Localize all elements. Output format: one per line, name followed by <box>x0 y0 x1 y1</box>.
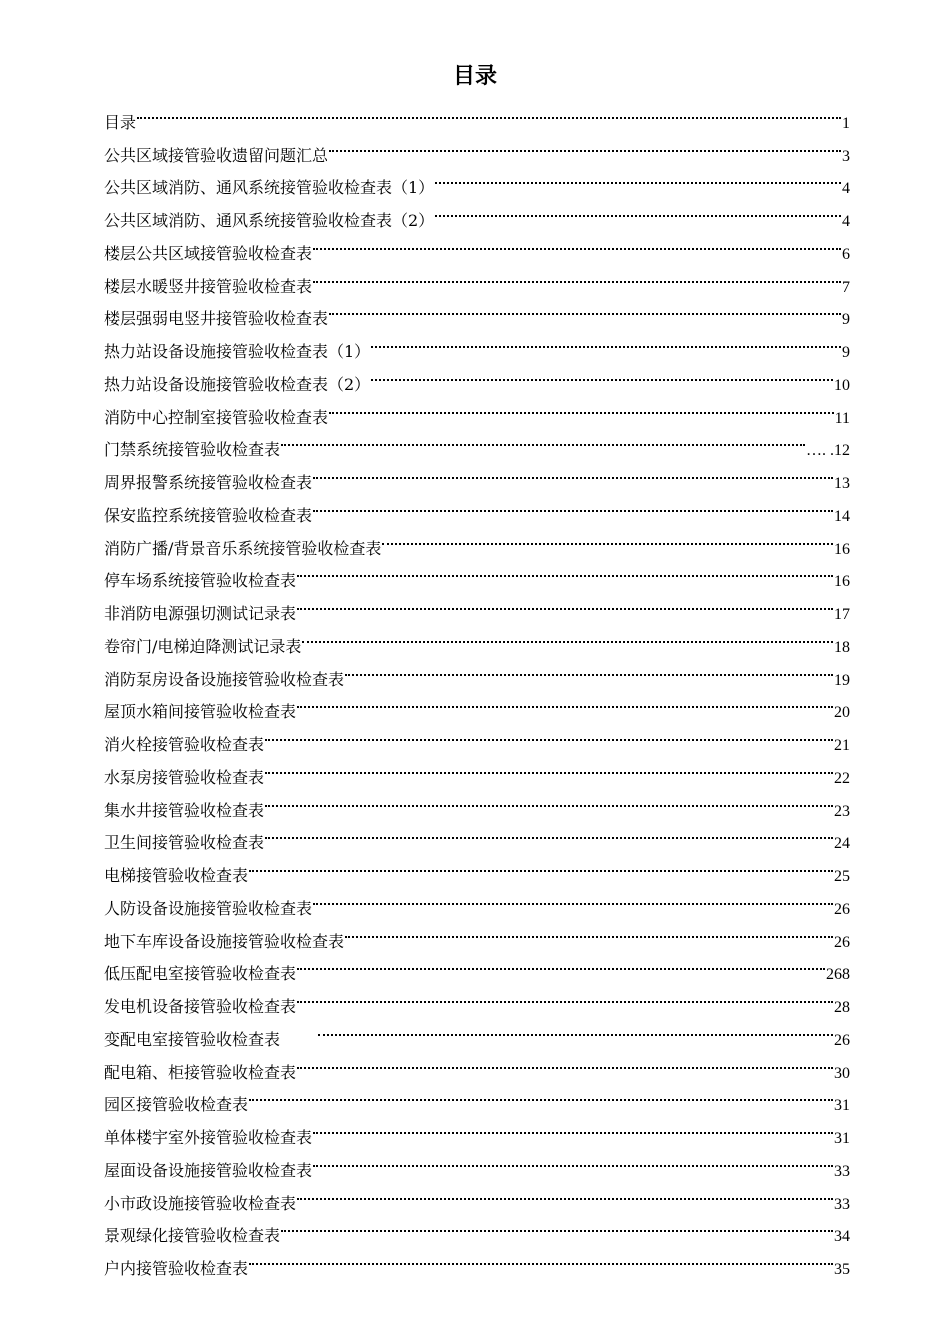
toc-page-number: 7 <box>842 278 850 296</box>
toc-dot-leader <box>297 685 833 718</box>
toc-dot-leader <box>371 357 833 390</box>
toc-page-number: 30 <box>834 1064 850 1082</box>
toc-entry-title: 周界报警系统接管验收检查表 <box>104 473 313 492</box>
toc-page-number: 19 <box>834 671 850 689</box>
toc-dot-leader <box>313 226 841 259</box>
toc-dot-leader <box>297 1045 833 1078</box>
toc-page-number: 16 <box>834 573 850 591</box>
toc-dot-leader <box>318 1012 833 1045</box>
toc-entry-title: 集水井接管验收检查表 <box>104 800 265 820</box>
toc-entry-title: 卫生间接管验收检查表 <box>104 833 265 853</box>
toc-entry-title: 非消防电源强切测试记录表 <box>104 604 297 623</box>
toc-dot-leader <box>345 652 833 685</box>
toc-dot-leader <box>329 292 841 325</box>
toc-entry-title: 配电箱、柜接管验收检查表 <box>104 1062 297 1082</box>
toc-entry-title: 门禁系统接管验收检查表 <box>104 440 281 460</box>
toc-dot-leader <box>137 95 841 128</box>
toc-entry-title: 屋顶水箱间接管验收检查表 <box>104 702 297 722</box>
toc-page-number: 10 <box>834 376 850 394</box>
toc-page-number: …. .12 <box>806 442 850 460</box>
toc-page-number: 3 <box>842 147 850 165</box>
toc-entry-title: 卷帘门/电梯迫降测试记录表 <box>104 636 302 656</box>
toc-page-number: 33 <box>834 1162 850 1180</box>
toc-dot-leader <box>435 193 841 226</box>
toc-entry-title: 电梯接管验收检查表 <box>104 866 249 885</box>
toc-entry-title: 水泵房接管验收检查表 <box>104 767 265 787</box>
toc-dot-leader <box>249 1078 833 1111</box>
toc-dot-leader <box>313 1110 833 1143</box>
toc-dot-leader <box>249 848 833 881</box>
toc-entry[interactable] <box>104 95 850 132</box>
toc-page-number: 28 <box>834 999 850 1016</box>
toc-entry-title: 公共区域接管验收遗留问题汇总 <box>104 145 329 165</box>
toc-page-number: 17 <box>834 606 850 623</box>
toc-page-number: 22 <box>834 769 850 787</box>
toc-dot-leader <box>329 390 834 423</box>
toc-dot-leader <box>297 947 825 980</box>
toc-page-number: 18 <box>834 638 850 656</box>
toc-entry-title: 楼层强弱电竖井接管验收检查表 <box>104 309 329 329</box>
toc-dot-leader <box>371 324 841 357</box>
toc-entry-title: 公共区域消防、通风系统接管验收检查表（2） <box>104 211 435 230</box>
toc-entry-title: 变配电室接管验收检查表 <box>104 1029 281 1049</box>
page-title: 目录 <box>452 64 497 89</box>
toc-page-number: 9 <box>842 344 850 361</box>
toc-page-number: 24 <box>834 835 850 853</box>
toc-dot-leader <box>281 1209 833 1242</box>
toc-entry-title: 消防中心控制室接管验收检查表 <box>104 407 329 427</box>
toc-dot-leader <box>313 1143 833 1176</box>
toc-page-number: 1 <box>842 114 850 132</box>
toc-dot-leader <box>249 1241 833 1274</box>
toc-page-number: 34 <box>834 1228 850 1246</box>
toc-entry-title: 消防泵房设备设施接管验收检查表 <box>104 669 345 689</box>
toc-dot-leader <box>313 259 841 292</box>
toc-page-number: 20 <box>834 704 850 722</box>
toc-page-number: 21 <box>834 737 850 754</box>
toc-page-number: 268 <box>826 966 850 984</box>
toc-entry-title: 热力站设备设施接管验收检查表（1） <box>104 342 371 361</box>
toc-dot-leader <box>265 717 833 750</box>
toc-page-number: 35 <box>834 1261 850 1278</box>
table-of-contents <box>104 95 850 1278</box>
toc-entry-title: 发电机设备接管验收检查表 <box>104 997 297 1016</box>
toc-page-number: 11 <box>834 409 850 427</box>
toc-dot-leader <box>265 750 833 783</box>
toc-dot-leader <box>302 619 833 652</box>
toc-entry-title: 低压配电室接管验收检查表 <box>104 964 297 984</box>
toc-page-number: 26 <box>834 1031 850 1049</box>
toc-page-number: 23 <box>834 802 850 820</box>
toc-entry-title: 楼层公共区域接管验收检查表 <box>104 243 313 263</box>
toc-entry-title: 目录 <box>104 112 137 132</box>
toc-page-number: 31 <box>834 1130 850 1147</box>
toc-page-number: 6 <box>842 245 850 263</box>
toc-page-number: 26 <box>834 933 850 951</box>
toc-entry-title: 停车场系统接管验收检查表 <box>104 571 297 591</box>
toc-page-number: 4 <box>842 213 850 230</box>
toc-entry-title: 保安监控系统接管验收检查表 <box>104 505 313 525</box>
toc-page-number: 4 <box>842 180 850 198</box>
toc-page-number: 33 <box>834 1195 850 1213</box>
toc-entry-title: 单体楼宇室外接管验收检查表 <box>104 1128 313 1147</box>
toc-entry-title: 屋面设备设施接管验收检查表 <box>104 1160 313 1180</box>
toc-entry-title: 公共区域消防、通风系统接管验收检查表（1） <box>104 178 435 198</box>
toc-entry-title: 消防广播/背景音乐系统接管验收检查表 <box>104 538 382 558</box>
toc-page-number: 16 <box>834 540 850 558</box>
toc-page-number: 9 <box>842 311 850 329</box>
toc-dot-leader <box>265 783 833 816</box>
toc-dot-leader <box>329 128 841 161</box>
toc-entry-title: 消火栓接管验收检查表 <box>104 735 265 754</box>
toc-dot-leader <box>435 161 841 194</box>
toc-page-number: 31 <box>834 1097 850 1115</box>
toc-page-number: 25 <box>834 868 850 885</box>
toc-dot-leader <box>313 488 833 521</box>
toc-entry-title: 小市政设施接管验收检查表 <box>104 1193 297 1213</box>
toc-entry-title: 景观绿化接管验收检查表 <box>104 1226 281 1246</box>
toc-dot-leader <box>297 586 833 619</box>
toc-dot-leader <box>313 881 833 914</box>
toc-entry-title: 人防设备设施接管验收检查表 <box>104 898 313 918</box>
toc-dot-leader <box>313 455 833 488</box>
toc-dot-leader <box>345 914 833 947</box>
toc-dot-leader <box>281 423 805 456</box>
toc-dot-leader <box>297 554 833 587</box>
toc-page-number: 14 <box>834 507 850 525</box>
toc-entry-title: 热力站设备设施接管验收检查表（2） <box>104 374 371 394</box>
toc-dot-leader <box>382 521 833 554</box>
toc-dot-leader <box>265 816 833 849</box>
toc-entry-title: 地下车库设备设施接管验收检查表 <box>104 931 345 951</box>
toc-entry-title: 户内接管验收检查表 <box>104 1259 249 1278</box>
toc-entry-title: 楼层水暖竖井接管验收检查表 <box>104 276 313 296</box>
toc-entry-title: 园区接管验收检查表 <box>104 1095 249 1115</box>
toc-page-number: 13 <box>834 475 850 492</box>
toc-entry[interactable] <box>104 128 850 165</box>
toc-page-number: 26 <box>834 900 850 918</box>
toc-dot-leader <box>297 1176 833 1209</box>
toc-dot-leader <box>297 979 833 1012</box>
